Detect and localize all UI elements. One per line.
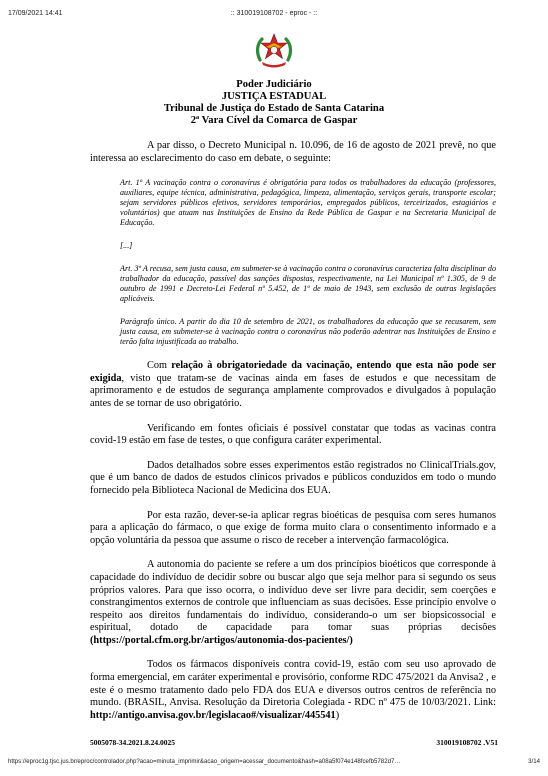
paragraph-emergency-use: [90, 659, 496, 722]
paragraph-clinicaltrials: Dados detalhados sobre esses experimentos estão registrados no ClinicalTrials.gov, que é um banco de dados de estudos clínicos privados e públicos conduzidos em todo o mundo fornecido pela Biblioteca Nacional de Medicina dos EUA.: [90, 459, 496, 496]
heading-line-4: 2ª Vara Cível da Comarca de Gaspar: [190, 115, 358, 126]
document-code: 5005078-34.2021.8.24.0025: [90, 738, 175, 747]
autonomy-source-link[interactable]: (https://portal.cfm.org.br/artigos/autonomia-dos-pacientes/): [90, 634, 353, 646]
heading-line-3: Tribunal de Justiça do Estado de Santa Catarina: [163, 103, 385, 114]
browser-print-footer: [8, 758, 540, 765]
paragraph-obligation: [90, 360, 496, 410]
print-page-title: :: 310019108702 - eproc - ::: [230, 10, 318, 17]
court-heading: [60, 79, 488, 127]
paragraph-obligation-start: Com: [147, 360, 172, 372]
paragraph-obligation-end: , visto que tratam-se de vacinas ainda em fases de estudos e que necessitam de aprimoramento e de estudos de segurança amplamente comprovados e divulgados à população antes de se tornar de uso obrigatório.: [90, 372, 496, 409]
coat-of-arms-icon: [254, 30, 294, 70]
heading-line-2: JUSTIÇA ESTADUAL: [221, 91, 327, 102]
paragraph-official-sources: Verificando em fontes oficiais é possível constatar que todas as vacinas contra covid-19 estão em fase de testes, o que configura caráter experimental.: [90, 422, 496, 447]
paragraph-autonomy-text: A autonomia do paciente se refere a um dos princípios bioéticos que corresponde à capacidade do indivíduo de decidir sobre ou buscar algo que seja melhor para si segundo os seus próprios valores. Para que isso ocorra, o indivíduo deve ser livre para decidir, sem coerções e constrangimentos externos de controle que influenciam as suas decisões. Esse princípio envolve o respeito aos direitos fundamentais do indivíduo, considerando-o um ser biopsicossocial e espiritual, dotado de capacidade para tomar suas próprias decisões: [90, 559, 496, 634]
heading-line-1: Poder Judiciário: [236, 79, 312, 90]
paragraph-bioethics: Por esta razão, dever-se-ia aplicar regras bioéticas de pesquisa com seres humanos para a aplicação do fármaco, o que exige de forma muito clara o consentimento informado e a opção voluntária da pessoa que assume o risco de receber a intervenção farmacológica.: [90, 509, 496, 546]
print-url: https://eproc1g.tjsc.jus.br/eproc/controlador.php?acao=minuta_imprimir&acao_origem=acessar_documento&hash=a08a5f074e148fcefb5782d7…: [8, 758, 401, 765]
browser-print-header: [8, 10, 540, 22]
paragraph-emergency-end: ): [335, 709, 340, 721]
print-page-indicator: 3/14: [528, 758, 540, 765]
process-code: 310019108702 .V51: [436, 738, 498, 747]
print-datetime: 17/09/2021 14:41: [8, 10, 63, 17]
anvisa-link[interactable]: http://antigo.anvisa.gov.br/legislacao#/visualizar/445541: [90, 709, 336, 721]
paragraph-obligation-bold: relação à obrigatoriedade da vacinação, entendo que esta não pode ser exigida: [90, 360, 496, 384]
quote-art-1: Art. 1º A vacinação contra o coronavírus é obrigatória para todos os trabalhadores da educação (professores, auxiliares, equipe técnica, administrativa, pedagógica, limpeza, alimentação, serviços gerais, transporte escolar; sejam servidores públicos efetivos, servidores temporários, empregados públicos, terceirizados, estagiários e voluntários) que atuam nas Instituições de Ensino da Rede Pública de Gaspar e na Secretaria Municipal de Educação.: [120, 178, 496, 228]
paragraph-autonomy: [90, 559, 496, 647]
quote-paragraph-unico: Parágrafo único. A partir do dia 10 de setembro de 2021, os trabalhadores da educação que se recusarem, sem justa causa, em submeter-se à vacinação contra o coronavírus não poderão adentrar nas Instituições de Ensino e terão falta injustificada ao trabalho.: [120, 317, 496, 347]
document-body: [90, 140, 496, 722]
quote-ellipsis: [...]: [120, 241, 133, 251]
document-footer: [90, 738, 498, 747]
paragraph-decree-intro: A par disso, o Decreto Municipal n. 10.096, de 16 de agosto de 2021 prevê, no que interessa ao esclarecimento do caso em debate, o seguinte:: [90, 140, 496, 164]
paragraph-emergency-text: Todos os fármacos disponíveis contra covid-19, estão com seu uso aprovado de forma emergencial, em caráter experimental e provisório, conforme RDC 475/2021 da Anvisa2 , e este é o mesmo tratamento dado pelo FDA dos EUA e diversos outros centros de referência no mundo. (BRASIL, Anvisa. Resolução da Diretoria Colegiada - RDC nº 475 de 10/03/2021. Link:: [90, 659, 496, 709]
quote-art-3: Art. 3º A recusa, sem justa causa, em submeter-se à vacinação contra o coronavírus caracteriza falta disciplinar do trabalhador da educação, passível das sanções dispostas, respectivamente, na Lei Municipal nº 1.305, de 9 de outubro de 1991 e Decreto-Lei Federal nº 5.452, de 1º de maio de 1943, sem exclusão de outras legislações aplicáveis.: [120, 264, 496, 304]
